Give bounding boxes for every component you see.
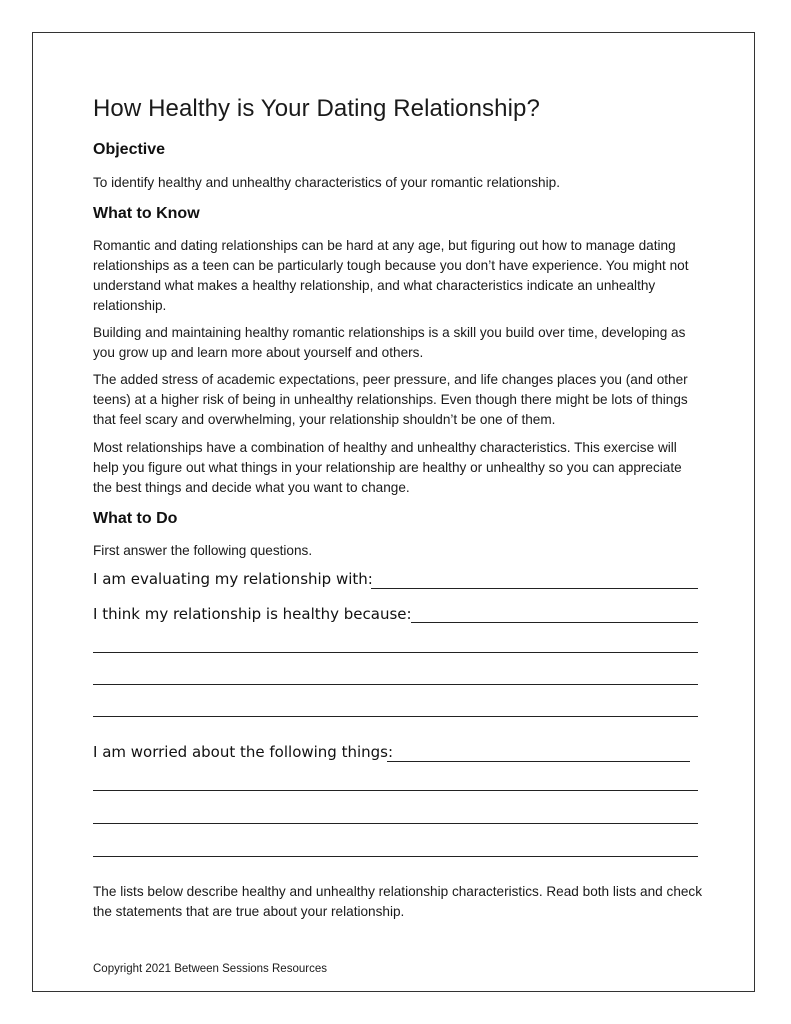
answer-line-healthy-4[interactable] — [93, 716, 698, 717]
what-to-do-heading: What to Do — [93, 510, 178, 527]
lists-instructions: The lists below describe healthy and unhealthy relationship characteristics. Read both lists and check the statements that are true about your relationship. — [93, 884, 703, 919]
answer-line-worried-3[interactable] — [93, 823, 698, 824]
objective-text: To identify healthy and unhealthy characteristics of your romantic relationship. — [93, 175, 560, 190]
what-to-know-paragraph-4: Most relationships have a combination of healthy and unhealthy characteristics. This exercise will help you figure out what things in your relationship are healthy or unhealthy so you can appreciate the best things and decide what you want to change. — [93, 440, 682, 495]
answer-line-healthy-2[interactable] — [93, 652, 698, 653]
answer-line-evaluating[interactable] — [371, 588, 698, 589]
answer-line-healthy-3[interactable] — [93, 684, 698, 685]
page-title: How Healthy is Your Dating Relationship? — [93, 95, 540, 122]
answer-line-healthy-1[interactable] — [411, 622, 698, 623]
answer-line-worried-4[interactable] — [93, 856, 698, 857]
what-to-know-paragraph-3: The added stress of academic expectations, peer pressure, and life changes places you (and other teens) at a higher risk of being in unhealthy relationships. Even though there might be lots of things that feel scary and overwhelming, your relationship shouldn’t be one of them. — [93, 372, 688, 427]
question-evaluating-label: I am evaluating my relationship with: — [93, 570, 373, 588]
objective-heading: Objective — [93, 141, 166, 158]
what-to-know-paragraph-2: Building and maintaining healthy romantic relationships is a skill you build over time, developing as you grow up and learn more about yourself and others. — [93, 325, 686, 360]
question-worried-label: I am worried about the following things: — [93, 743, 394, 761]
what-to-know-paragraph-1: Romantic and dating relationships can be hard at any age, but figuring out how to manage dating relationships as a teen can be particularly tough because you don’t have experience. You might not understand what makes a healthy relationship, and what characteristics indicate an unhealthy relationship. — [93, 238, 689, 313]
copyright-footer: Copyright 2021 Between Sessions Resources — [93, 963, 327, 975]
question-healthy-label: I think my relationship is healthy because: — [93, 605, 412, 623]
answer-line-worried-2[interactable] — [93, 790, 698, 791]
answer-line-worried-1[interactable] — [387, 761, 690, 762]
what-to-do-intro: First answer the following questions. — [93, 543, 313, 558]
what-to-know-heading: What to Know — [93, 205, 200, 222]
